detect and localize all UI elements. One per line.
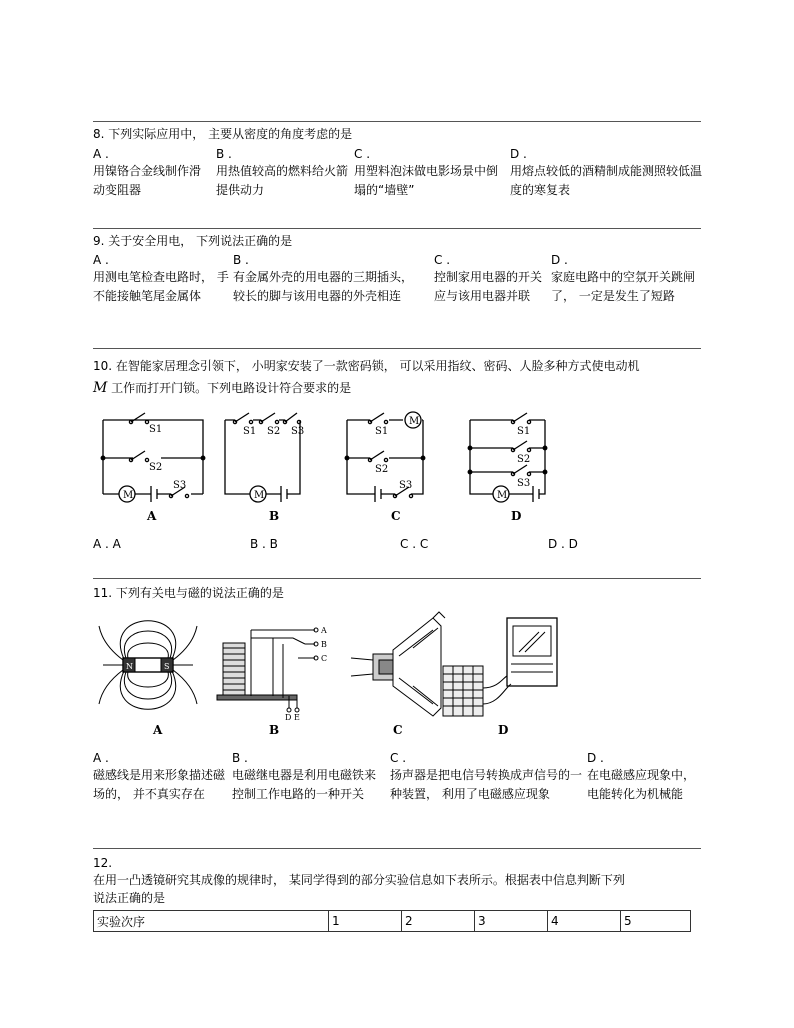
loudspeaker-figure [351, 612, 445, 716]
q9-stem: 9. 关于安全用电， 下列说法正确的是 [93, 234, 293, 248]
q9-option-b-text: 有金属外壳的用电器的三期插头， 较长的脚与该用电器的外壳相连 [233, 270, 414, 303]
q9-option-d-label: D . [551, 253, 568, 267]
q9-option-c-label: C . [434, 253, 451, 267]
q11-option-c[interactable] [390, 750, 582, 804]
q9-option-c-text: 控制家用电器的开关应与该用电器并联 [434, 270, 543, 303]
q10-option-c[interactable]: C . C [400, 537, 429, 551]
q10-option-a[interactable]: A . A [93, 537, 121, 551]
q9-option-a-text: 用测电笔检查电路时， 手不能接触笔尾金属体 [93, 270, 229, 303]
figure-label-c: C [391, 509, 401, 523]
figure-label-b: B [269, 509, 280, 523]
q11-option-b-text: 电磁继电器是利用电磁铁来控制工作电路的一种开关 [232, 768, 377, 801]
divider-q9 [93, 228, 701, 229]
q8-option-b-label: B . [216, 147, 232, 161]
q11-option-d-text: 在电磁感应现象中， 电能转化为机械能 [587, 768, 696, 801]
relay-terminal-d: D [285, 713, 292, 722]
q8-option-d-label: D . [510, 147, 527, 161]
figure-label-c: C [393, 723, 403, 737]
motor-label: M [123, 490, 134, 501]
switch-label-s2: S2 [517, 454, 531, 465]
q9-option-a-label: A . [93, 253, 109, 267]
circuit-b [225, 413, 301, 502]
relay-terminal-a: A [321, 626, 327, 635]
q9-option-b-label: B . [233, 253, 249, 267]
switch-label-s2: S2 [149, 462, 163, 473]
q11-option-a-text: 磁感线是用来形象描述磁场的， 并不真实存在 [93, 768, 226, 801]
switch-label-s3: S3 [173, 480, 187, 491]
q9-option-c[interactable] [434, 252, 546, 306]
divider-q8 [93, 121, 701, 122]
divider-q11 [93, 578, 701, 579]
relay-terminal-b: B [321, 640, 327, 649]
q11-figures [93, 608, 583, 738]
relay-terminal-e: E [294, 713, 300, 722]
q8-stem: 8. 下列实际应用中， 主要从密度的角度考虑的是 [93, 127, 353, 141]
q11-option-c-text: 扬声器是把电信号转换成声信号的一种装置， 利用了电磁感应现象 [390, 768, 583, 801]
q10-option-b[interactable]: B . B [250, 537, 278, 551]
q12-experiment-table [93, 910, 691, 932]
battery-icon [281, 486, 287, 502]
q10-option-d[interactable]: D . D [548, 537, 578, 551]
switch-label-s3: S3 [517, 478, 531, 489]
battery-icon [151, 486, 157, 502]
q8-option-a[interactable] [93, 146, 211, 200]
q11-option-b[interactable] [232, 750, 384, 804]
q8-option-c-text: 用塑料泡沫做电影场景中倒塌的“墙壁” [354, 164, 499, 197]
q9-option-d[interactable] [551, 252, 703, 306]
circuit-d [468, 413, 547, 502]
relay-figure [217, 628, 318, 712]
table-header-cell: 1 [329, 911, 402, 932]
magnet-pole-s: S [164, 662, 170, 671]
figure-label-b: B [269, 723, 280, 737]
divider-q12 [93, 848, 701, 849]
switch-label-s1: S1 [243, 426, 257, 437]
switch-label-s3: S3 [399, 480, 413, 491]
q11-option-d-label: D . [587, 751, 604, 765]
bar-magnet-figure [99, 621, 197, 710]
motor-label: M [409, 416, 420, 427]
switch-label-s1: S1 [149, 424, 163, 435]
q11-option-a[interactable] [93, 750, 225, 804]
figure-label-d: D [511, 509, 522, 523]
q8-option-d-text: 用熔点较低的酒精制成能测照较低温度的寒复表 [510, 164, 703, 197]
q10-stem-line2 [93, 379, 351, 397]
q10-stem-text: 工作而打开门锁。下列电路设计符合要求的是 [111, 381, 352, 395]
battery-icon [375, 486, 381, 502]
q11-option-c-label: C . [390, 751, 407, 765]
q8-option-b-text: 用热值较高的燃料给火箭提供动力 [216, 164, 349, 197]
q8-option-a-text: 用镍铬合金线制作滑动变阻器 [93, 164, 202, 197]
switch-label-s2: S2 [267, 426, 281, 437]
q8-option-c[interactable] [354, 146, 504, 200]
q11-option-b-label: B . [232, 751, 248, 765]
q11-option-a-label: A . [93, 751, 109, 765]
magnet-pole-n: N [126, 662, 133, 671]
q10-stem-motor-symbol: M [93, 380, 108, 396]
table-header-cell: 2 [402, 911, 475, 932]
figure-label-a: A [147, 509, 157, 523]
table-header-cell: 实验次序 [94, 911, 329, 932]
switch-label-s1: S1 [375, 426, 389, 437]
switch-label-s1: S1 [517, 426, 531, 437]
table-header-cell: 3 [475, 911, 548, 932]
q10-stem-line1: 10. 在智能家居理念引领下， 小明家安装了一款密码锁， 可以采用指纹、密码、人脸多种方式使电动机 [93, 359, 640, 373]
generator-figure [443, 618, 557, 716]
figure-label-d: D [498, 723, 509, 737]
relay-terminal-c: C [321, 654, 328, 663]
q9-option-a[interactable] [93, 252, 229, 306]
table-header-cell: 5 [621, 911, 691, 932]
q9-option-d-text: 家庭电路中的空氛开关跳闸了， 一定是发生了短路 [551, 270, 696, 303]
table-row [94, 911, 691, 932]
q8-option-d[interactable] [510, 146, 704, 200]
q11-stem: 11. 下列有关电与磁的说法正确的是 [93, 586, 284, 600]
q8-option-a-label: A . [93, 147, 109, 161]
q12-stem-line2: 说法正确的是 [93, 891, 166, 905]
q12-stem-line1: 在用一凸透镜研究其成像的规律时， 某同学得到的部分实验信息如下表所示。根据表中信息判断下列 [93, 873, 625, 887]
motor-label: M [254, 490, 265, 501]
q8-option-b[interactable] [216, 146, 353, 200]
table-header-cell: 4 [548, 911, 621, 932]
battery-icon [533, 486, 539, 502]
q12-number: 12. [93, 856, 113, 870]
q9-option-b[interactable] [233, 252, 427, 306]
divider-q10 [93, 348, 701, 349]
q11-option-d[interactable] [587, 750, 701, 804]
switch-label-s3: S3 [291, 426, 305, 437]
figure-label-a: A [153, 723, 163, 737]
switch-label-s2: S2 [375, 464, 389, 475]
q10-circuit-diagrams [95, 410, 585, 528]
q8-option-c-label: C . [354, 147, 371, 161]
motor-label: M [497, 490, 508, 501]
